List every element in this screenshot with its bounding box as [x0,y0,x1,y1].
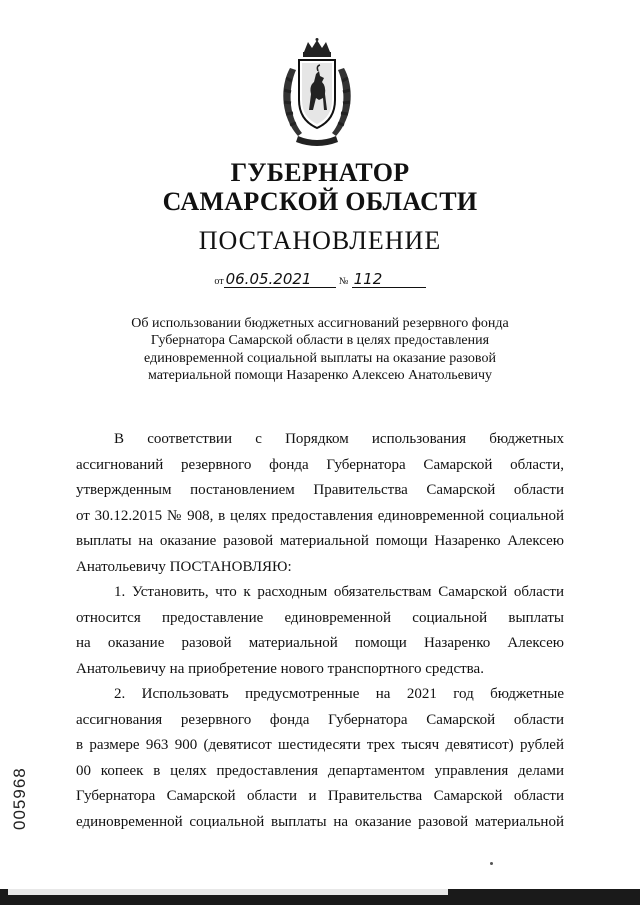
document-subject [100,315,540,384]
document-type: ПОСТАНОВЛЕНИЕ [198,226,442,255]
coat-of-arms-icon [276,38,358,150]
preamble-line: утвержденным постановлением Правительства Самарской области [76,482,564,498]
authority-title [0,158,640,216]
item2-line: единовременной социальной выплаты на оказание разовой материальной [76,813,564,830]
item2-line: ассигнования резервного фонда Губернатора Самарской области [76,711,564,728]
number-prefix: № [338,276,349,287]
document-body [76,427,564,835]
preamble-line: В соответствии с Порядком использования бюджетных [114,431,564,447]
side-serial-stamp: 005968 [10,767,29,830]
subject-line: Об использовании бюджетных ассигнований резервного фонда [131,316,509,331]
item2-line: Губернатора Самарской области и Правительства Самарской области [76,788,564,804]
item2-line: в размере 963 900 (девятисот шестидесяти трех тысяч девятисот) рублей [76,737,564,753]
document-number: 112 [352,271,426,288]
authority-line1: ГУБЕРНАТОР [230,158,410,187]
subject-line: единовременной социальной выплаты на оказание разовой [144,350,496,366]
item1-line: на оказание разовой материальной помощи Назаренко Алексею [76,635,564,651]
scan-speck [490,862,493,865]
preamble-line: от 30.12.2015 № 908, в целях предоставления единовременной социальной [76,507,564,524]
item1-line: относится предоставление единовременной социальной выплаты [76,609,564,626]
scan-paper-edge [8,889,448,895]
date-number-line [0,271,640,288]
document-date: 06.05.2021 [224,271,336,288]
item2-line: 00 копеек в целях предоставления департаментом управления делами [76,762,564,779]
preamble-line: выплаты на оказание разовой материальной помощи Назаренко Алексею [76,533,564,549]
item1-line: 1. Установить, что к расходным обязательствам Самарской области [114,584,564,600]
item2-line: 2. Использовать предусмотренные на 2021 год бюджетные [114,686,564,702]
item1-line: Анатольевичу на приобретение нового транспортного средства. [76,660,484,677]
subject-line: Губернатора Самарской области в целях предоставления [150,333,490,349]
preamble-line: ассигнований резервного фонда Губернатора Самарской области, [76,456,564,473]
subject-line: материальной помощи Назаренко Алексею Анатольевичу [147,367,493,383]
authority-line2: САМАРСКОЙ ОБЛАСТИ [162,187,478,216]
date-prefix: от [214,276,224,287]
preamble-line: Анатольевичу ПОСТАНОВЛЯЮ: [76,558,292,575]
